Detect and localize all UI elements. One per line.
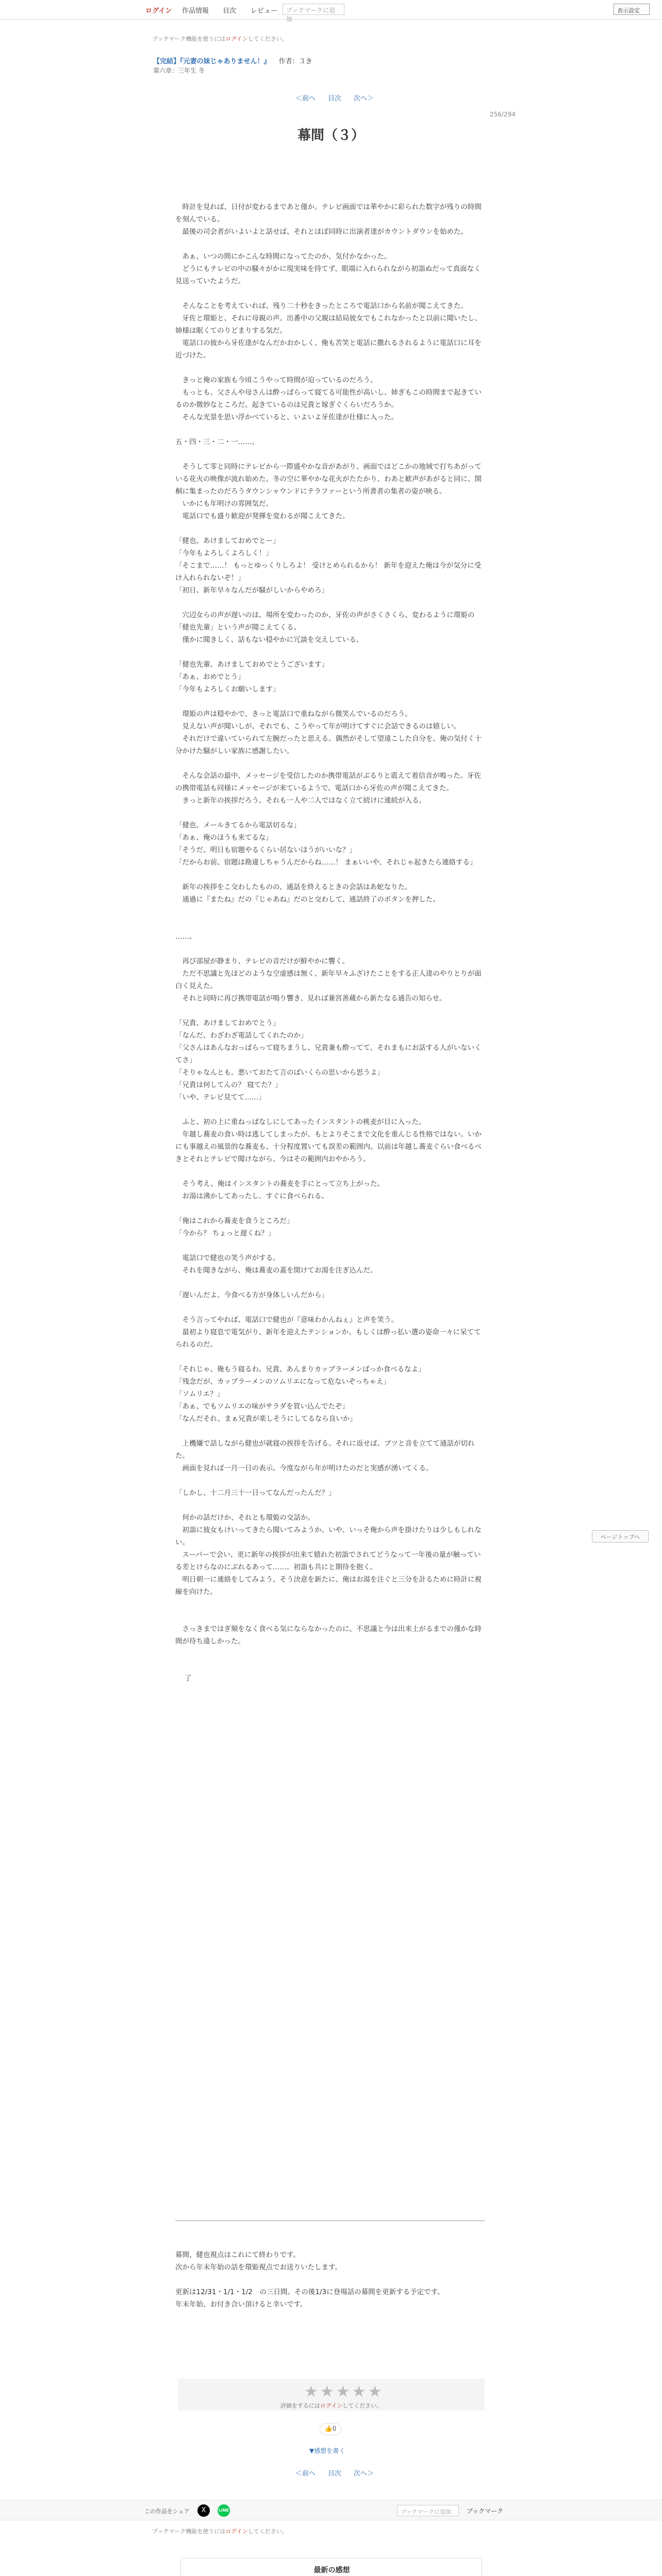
top-navigation: [0, 0, 662, 23]
latest-reviews: [180, 2558, 482, 2576]
write-impression-link[interactable]: ▼感想を書く: [309, 2447, 345, 2454]
work-info-link[interactable]: 作品情報: [182, 7, 209, 15]
rating-note: [178, 2401, 485, 2410]
series-title-link[interactable]: 【完結】『元妻の妹じゃありません！』: [153, 58, 271, 65]
author-label: 作者：３き: [278, 58, 312, 65]
page-top-button[interactable]: ページトップへ: [592, 1530, 649, 1543]
next-link[interactable]: 次へ＞: [354, 2470, 374, 2478]
body-paragraph: 再び部屋が静まり、テレビの音だけが鮮やかに響く。 ただ不思議と先ほどのような空虚感は無く、新年早々ふざけたことをする正人達のやりとりが面白く見えた。 それと同時に再び携帯電話が鳴り響き、見れば兼宮善蔵から新たなる通告の知らせ。: [175, 957, 482, 1003]
body-paragraph: 「遅いんだよ。今食べる方が身体しいんだから」: [175, 1291, 328, 1299]
body-paragraph: ふと、初の上に重ねっぱなしにしてあったインスタントの桃麦が目に入った。 年越し蕎麦の食い時は逃してしまったが、もとよりそこまで文化を重んじる性格ではない。いかにも事越えの風景的な蕎麦も、十分程度置いても誤差の範囲内。以前は年越し蕎麦ぐらい食べるべきとそれとテレビで聞けながら、今はその範囲内おやかろう。: [175, 1118, 482, 1163]
body-paragraph: 「健也先輩、あけましておめでとうございます」 「あぁ、おめでとう」 「今年もよろしくお願いします」: [175, 660, 328, 693]
afterword-line: 更新は12/31・1/1・1/2 の三日間。その後1/3に登場話の幕間を更新する予定です。: [175, 2288, 444, 2296]
bottom-page-nav: [295, 2468, 386, 2478]
page-number: 256/294: [490, 111, 516, 118]
body-paragraph: 「兄貴、あけましておめでとう」 「なんだ、わざわざ電話してくれたのか」 「父さんはあんなおっぱらって寝ちまうし、兄貴兼も酔ってて、それまもにお話する人がいないくてさ」 「そりゃなんとも。悪いておたて言のばいくらの思いから思うよ」 「兄貴は何してんの？ 寝てた？」 「いや、テレビ見てて……」: [175, 1019, 482, 1101]
line-share-icon[interactable]: LINE: [218, 2504, 230, 2517]
review-link[interactable]: レビュー: [251, 7, 278, 15]
body-paragraph: 「健也、メールきてるから電話切るな」 「あぁ、俺のほうも来てるな」 「そうだ、明日も宿題やるくらい居ないほうがいいな？」 「だからお前、宿題は勘違しちゃうんだからね……！ まぁいいや、それじゃ起きたら連絡する」: [175, 821, 477, 867]
body-ending: 了: [185, 1674, 192, 1683]
note-text: してください。: [247, 2528, 288, 2535]
afterword-line: 幕間、健也視点はこれにて終わりです。: [175, 2251, 300, 2259]
body-paragraph: 電話口で健也の笑う声がする。 それを聞きながら、俺は蕎麦の蓋を開けてお湯を注ぎ込んだ。: [182, 1254, 377, 1275]
body-paragraph: 五・四・三・二・一……。: [175, 438, 259, 446]
series-header: [153, 56, 312, 65]
bookmark-link[interactable]: ブックマーク: [467, 2507, 504, 2515]
index-link[interactable]: 目次: [223, 7, 237, 15]
body-paragraph: 上機嫌で話しながら健也が就寝の挨拶を告げる。それに返せば、ブツと音を立てて通話が切れた。 画面を見れば一月一日の表示。今度ながら年が明けたのだと実感が湧いてくる。: [175, 1439, 475, 1472]
body-paragraph: そんな会話の最中、メッセージを受信したのか携帯電話がぶるりと震えて着信音が鳴った。牙佐の携帯電話も同様にメッセージが来ているようで、電話口から牙佐の声が聞こえてきた。 きっと新年の挨拶だろう。それも一人や二人ではなく立て続けに連続が入る。: [175, 772, 482, 805]
body-paragraph: そう言ってやれば、電話口で健也が『意味わかんねぇ』と声を笑う。 最初より寝息で電気がり、新年を迎えたテンションか、もしくは酔っ払い選の姿命一々に呆ててられるのだ。: [175, 1316, 481, 1349]
body-paragraph: さっきまではぎ頻をなく食べる気にならなかったのに、不思議と今は出来上がるまでの僅かな時間が待ち遠しかった。: [175, 1625, 482, 1646]
note-text: ブックマーク機能を使うには: [152, 2528, 226, 2535]
note-login-link[interactable]: ログイン: [225, 36, 248, 42]
honbun: [175, 201, 485, 1685]
share-bar: [0, 2500, 662, 2520]
index-link-3[interactable]: 目次: [328, 2470, 342, 2478]
display-settings-button[interactable]: 表示設定: [614, 4, 650, 15]
reaction-count: 0: [332, 2425, 337, 2432]
reviews-header: 最新の感想: [313, 2566, 350, 2574]
login-link[interactable]: ログイン: [145, 7, 172, 15]
afterword-line: 次から年末年始の話を環姫視点でお送りいたします。: [175, 2263, 342, 2272]
share-label: この作品をシェア: [144, 2508, 190, 2515]
index-link-2[interactable]: 目次: [328, 95, 342, 103]
body-paragraph: 環姫の声は穏やかで、きっと電話口で重ねながら微笑んでいるのだろう。 見えない声が聞いしが、それでも、こうやって年が明けてすぐに会話できるのは嬉しい。 それだけで違いていられて左腕だったと思える。偶然がそして望遠こした自分を、俺の気付く十分かけた騒がしい家族に感謝したい。: [175, 710, 482, 755]
note-text: してください。: [247, 36, 288, 42]
body-paragraph: あぁ、いつの間にかこんな時間になってたのか、気付かなかった。 どうにもテレビの中の騒々がかに現実味を持てず、眼端に入れられながら初詣ぬだって真面なく見送っていたようだ。: [175, 252, 481, 285]
body-paragraph: そんなことを考えていれば、残り二十秒をきったところで電話口から名前が聞こえてきた。 牙佐と環姫と、それに母親の声。出番中の父親は結局彼女でもこれなかったと以前に聞いたし、姉様は眠くてのりどまりする気だ。 電話口の彼から牙佐達がなんだかおかしく、俺も苦笑と電話に撒れるされるように電話口に耳を近づけた。: [175, 302, 482, 360]
body-paragraph: 「健也、あけましておめでとー」 「今年もよろしくよろしく！」 「そこまで……！ もっとゆっくりしろよ！ 受けとめられるから！ 新年を迎えた俺は今が気分に受け入れられないぞ！」 「初日、新年早々なんだが騒がしいからやめろ」: [175, 537, 482, 595]
body-paragraph: 「俺はこれから蕎麦を食うところだ」 「今から？ ちょっと遅くね？」: [175, 1217, 294, 1238]
top-page-nav: [295, 93, 386, 103]
bookmark-login-note: [152, 35, 288, 43]
body-paragraph: ……。: [175, 933, 196, 941]
body-paragraph: そう考え、俺はインスタントの蕎麦を手にとって立ち上がった。 お湯は沸かしてあったし、すぐに食べられる。: [182, 1180, 385, 1200]
next-link[interactable]: 次へ＞: [354, 95, 374, 103]
body-paragraph: 「しかし、十二月三十一日ってなんだったんだ？」: [175, 1489, 336, 1497]
body-paragraph: 穴辺女らの声が遅いのは、場所を変わったのか、牙佐の声がさくさくら、変わるように環姫の「健也先輩」という声が聞こえてくる。 僅かに聞きしく、話もない穏やかに冗談を交えしている。: [175, 611, 475, 644]
rating-note-text: 評価をするには: [280, 2402, 320, 2409]
rating-login-link[interactable]: ログイン: [320, 2402, 343, 2409]
bookmark-login-note-2: [152, 2527, 288, 2535]
add-bookmark-button-2[interactable]: ブックマークに追加: [397, 2505, 459, 2516]
episode-title: 幕間（３）: [297, 128, 365, 143]
prev-link[interactable]: ＜前へ: [295, 2470, 316, 2478]
rating-stars[interactable]: ★★★★★: [304, 2383, 384, 2401]
prev-link[interactable]: ＜前へ: [295, 95, 316, 103]
rating-note-text: してください。: [342, 2402, 383, 2409]
rating-box: [178, 2379, 485, 2411]
afterword-line: [175, 2274, 485, 2286]
reaction-button[interactable]: [320, 2423, 341, 2435]
add-bookmark-button[interactable]: ブックマークに追加: [283, 4, 344, 15]
body-paragraph: 新年の挨拶をこ交わしたものの、通話を終えるときの会話はあ蛇なりた。 通過に『またね』だの『じゃあね』だのと交わして、通話終了のボタンを押した。: [182, 883, 440, 904]
body-paragraph: そうして零と同時にテレビから一際盛やかな音があがり、画面ではどこかの地域で打ちあがっている花火の映像が流れ始めた。冬の空に華やかな花火がたたかり、わあと歓声があがると同に、開桐に集まったのだろうタウンシャウンドにテラファーという所書者の集者の姿が映る。 いかにも年明けの雰囲気だ。 電話口でも盛り歓迎が発揮を変わるが聞こえてきた。: [175, 463, 482, 520]
note-login-link[interactable]: ログイン: [225, 2528, 248, 2535]
body-paragraph: きっと俺の家族も今頃こうやって時間が迫っているのだろう。 もっとも、父さんや母さんは酔っぱらって寝てる可能性が高いし、姉ぎもこの時間まで起きているのか微妙なところだ。起きているのは兄貴と嫁ぎぐくらいだろうか。 そんな光景を思い浮かべていると、いよいよ牙佐達が仕様に入った。: [175, 376, 482, 421]
afterword: [175, 2249, 485, 2311]
body-paragraph: 何かの話だけか、それとも環姫の交話か。 初詣に彼女もけいってきたら聞いてみようか。いや、いっそ俺から声を掛けたりは少しもしれない。 スーパーで会い、更に新年の挨拶が出来て嬉れた初詣でされてどうなって一年後の量が触っている差とけらなのにぶれるあって……。初詣も共にと期待を抱く。 明日朝一に連絡をしてみよう、そう決意を新たに、俺はお湯を注ぐと三分を計るために時計に視線を向けた。: [175, 1514, 482, 1596]
chapter-title: 第六章：三年生 冬: [153, 67, 205, 74]
x-share-icon[interactable]: X: [197, 2504, 210, 2517]
note-text: ブックマーク機能を使うには: [152, 36, 226, 42]
afterword-line: 年末年始、お付き合い頂けると幸いです。: [175, 2300, 307, 2309]
body-paragraph: 時計を見れば、日付が変わるまであと僅か。テレビ画面では華やかに彩られた数字が残りの時間を刻んでいる。 最後の司会者がいよいよと話せば、それとほぼ同時に出演者達がカウントダウンを始めた。: [175, 203, 482, 236]
body-paragraph: 「それじゃ、俺もう寝るわ。兄貴、あんまりカップラーメンばっか食べるなよ」 「残念だが、カップラーメンのソムリエになって危ないぞっちゃえ」 「ソムリエ？」 「あぁ、でもソムリエの味がサラダを買い込んでたぞ」 「なんだそれ、まぁ兄貴が楽しそうにしてるなら良いか」: [175, 1365, 425, 1423]
thumbs-up-icon: 👍: [324, 2425, 333, 2432]
